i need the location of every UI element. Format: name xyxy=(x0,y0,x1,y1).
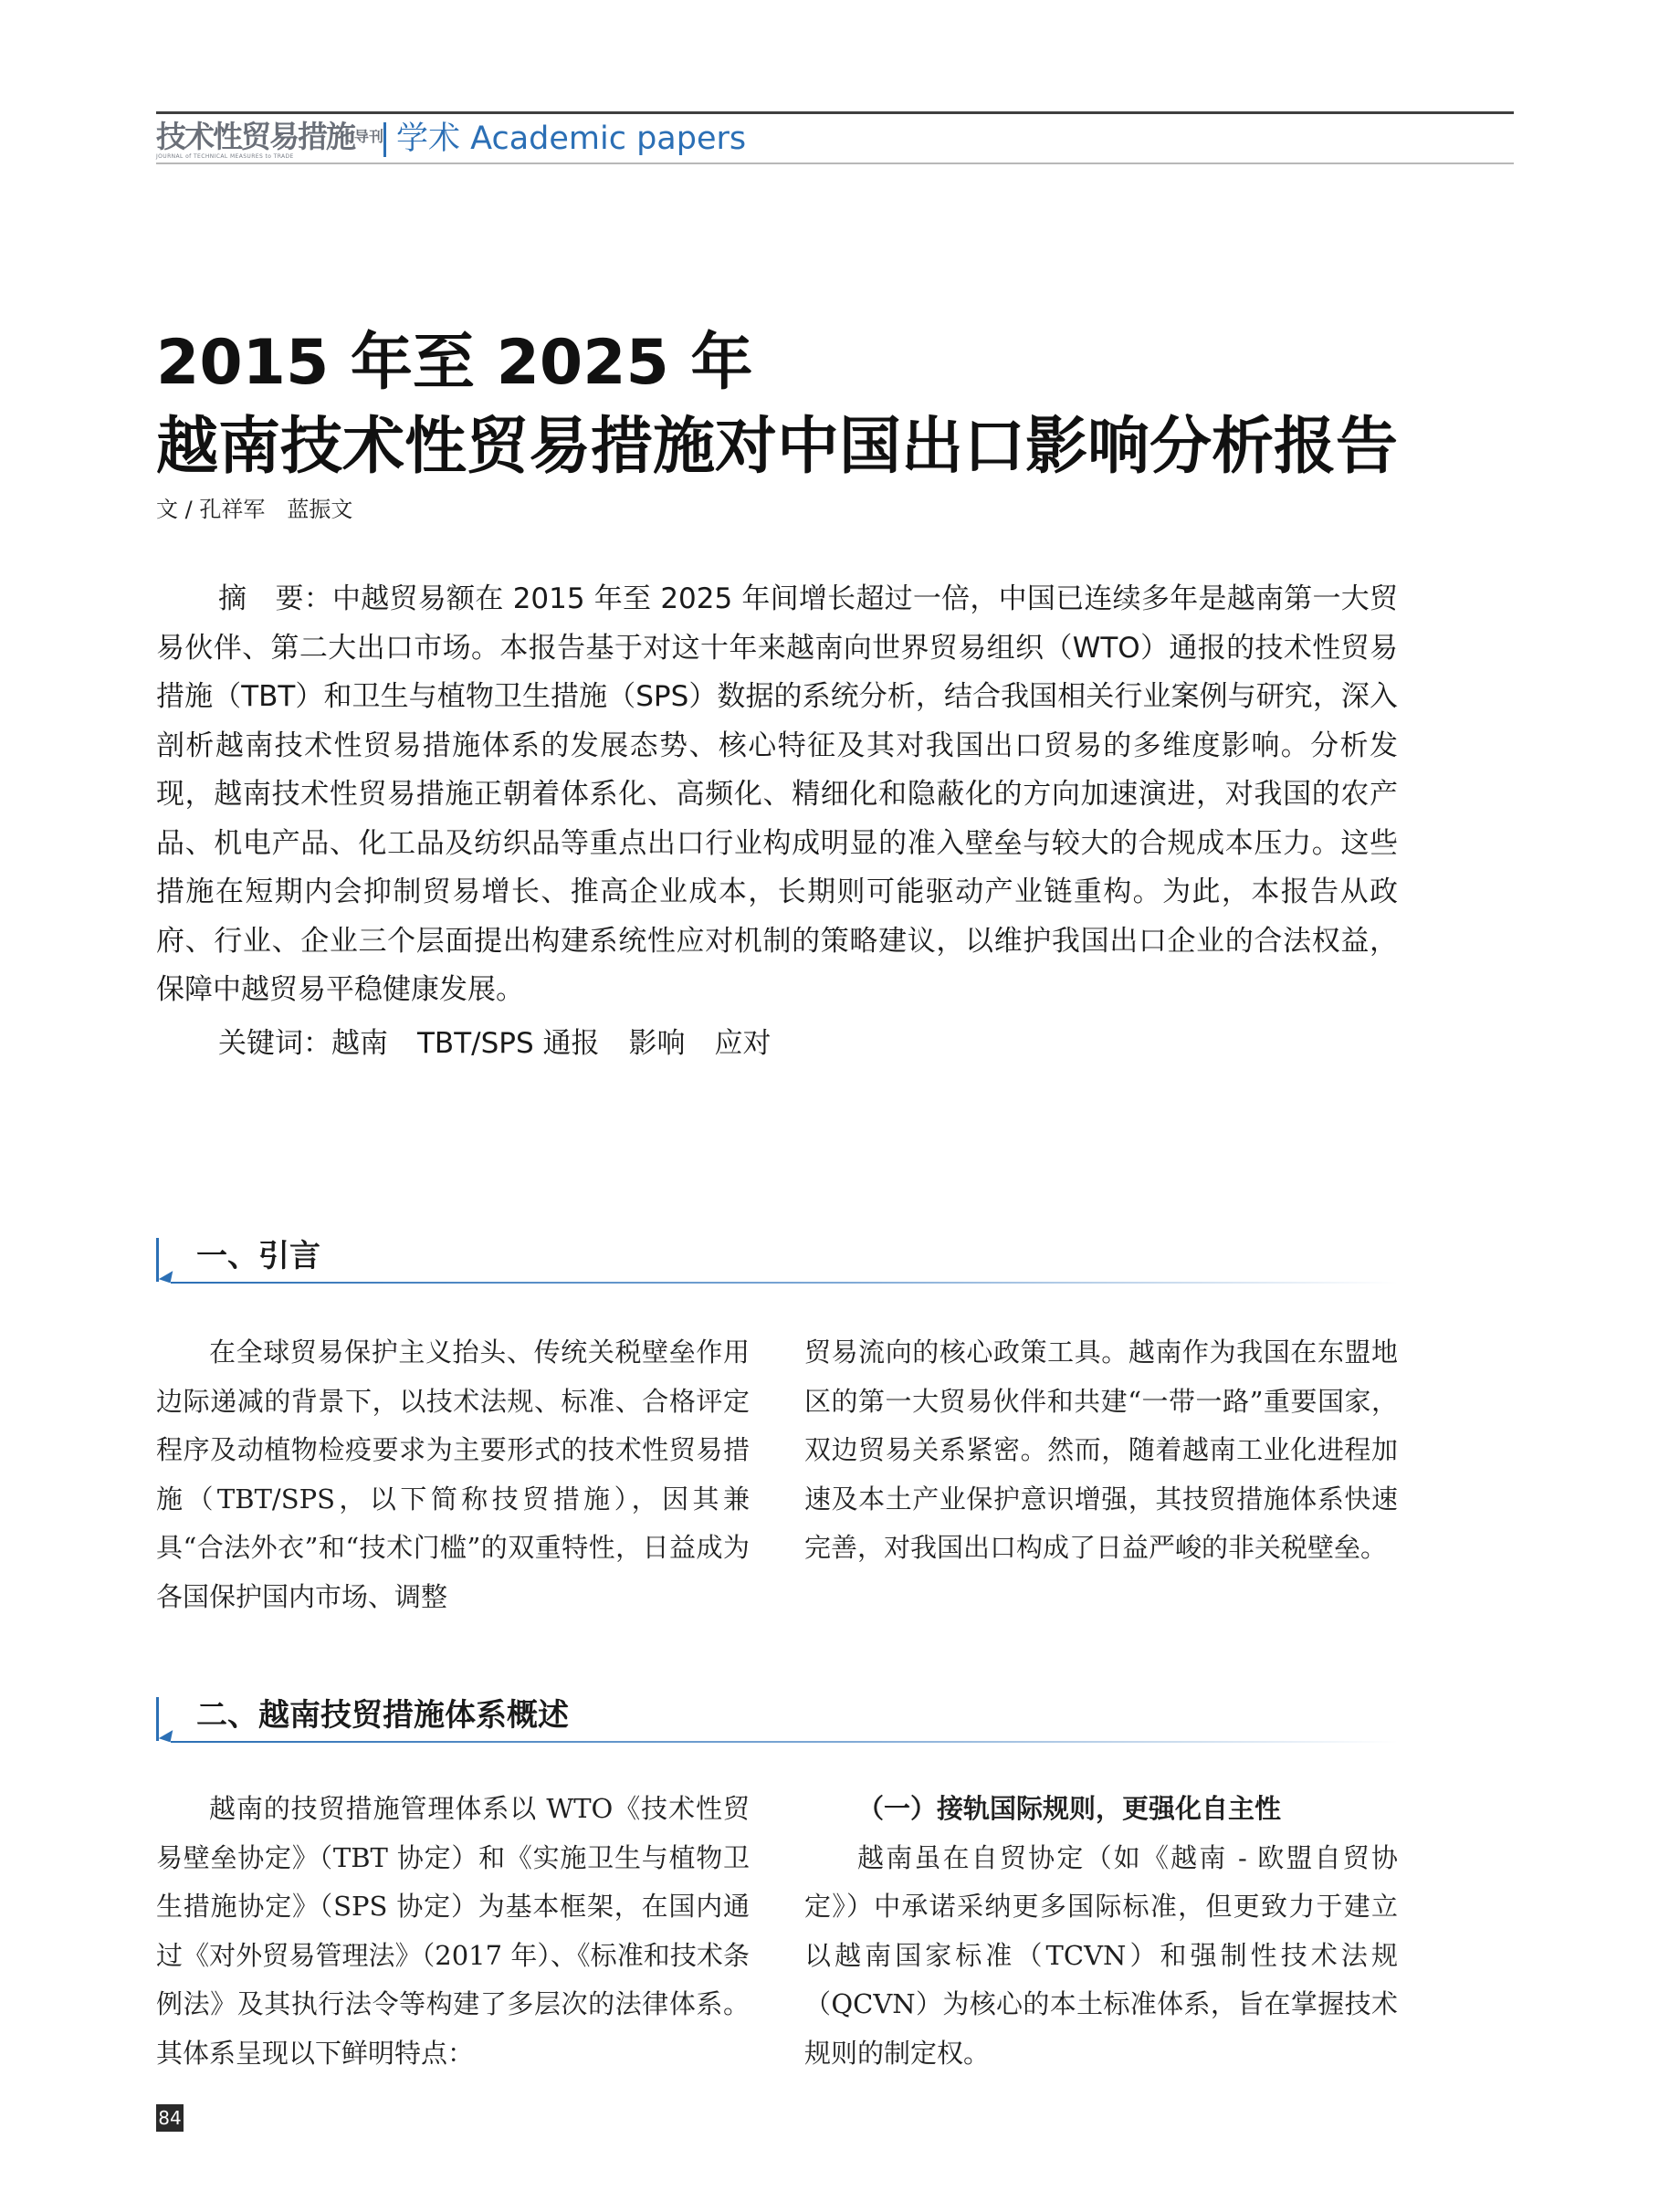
section-heading-overview xyxy=(156,1693,1398,1748)
section-2-left-column xyxy=(156,1785,750,2078)
subsection-heading: （一）接轨国际规则，更强化自主性 xyxy=(857,1793,1282,1824)
journal-logo xyxy=(156,119,384,161)
keyword: 影响 xyxy=(628,1027,686,1060)
header-top-rule xyxy=(156,111,1514,114)
paragraph: 越南的技贸措施管理体系以 WTO《技术性贸易壁垒协定》（TBT 协定）和《实施卫生与植物卫生措施协定》（SPS 协定）为基本框架，在国内通过《对外贸易管理法》（2017 年）、《标准和技术条例法》及其执行法令等构建了多层次的法律体系。其体系呈现以下鲜明特点： xyxy=(156,1793,750,2069)
keywords xyxy=(218,1021,801,1066)
header-bottom-rule xyxy=(156,162,1514,164)
heading-accent-arrow xyxy=(159,1730,178,1746)
paragraph: 越南虽在自贸协定（如《越南 - 欧盟自贸协定》）中承诺采纳更多国际标准，但更致力于建立以越南国家标准（TCVN）和强制性技术法规（QCVN）为核心的本土标准体系，旨在掌握技术规则的制定权。 xyxy=(804,1841,1398,2069)
journal-name: 技术性贸易措施 xyxy=(156,119,354,154)
keyword: 应对 xyxy=(714,1027,772,1060)
section-label: 学术 Academic papers xyxy=(396,121,747,157)
journal-tag: 导刊 xyxy=(354,128,384,145)
title-line-1: 2015 年至 2025 年 xyxy=(156,327,753,399)
paragraph: 在全球贸易保护主义抬头、传统关税壁垒作用边际递减的背景下，以技术法规、标准、合格评定程序及动植物检疫要求为主要形式的技术性贸易措施（TBT/SPS，以下简称技贸措施），因其兼具“合法外衣”和“技术门槛”的双重特性，日益成为各国保护国内市场、调整 xyxy=(156,1337,750,1612)
byline: 文 / 孔祥军 蓝振文 xyxy=(156,497,353,522)
article-title xyxy=(156,321,1526,489)
keywords-label: 关键词： xyxy=(218,1027,331,1060)
paragraph: 贸易流向的核心政策工具。越南作为我国在东盟地区的第一大贸易伙伴和共建“一带一路”重要国家，双边贸易关系紧密。然而，随着越南工业化进程加速及本土产业保护意识增强，其技贸措施体系快速完善，对我国出口构成了日益严峻的非关税壁垒。 xyxy=(804,1337,1398,1563)
header-separator xyxy=(383,122,386,157)
keyword: TBT/SPS 通报 xyxy=(417,1027,600,1060)
section-2-right-column xyxy=(804,1785,1398,2078)
section-1-left-column xyxy=(156,1328,750,1621)
heading-accent-bar xyxy=(156,1238,159,1282)
heading-rule xyxy=(171,1741,1398,1743)
section-1-right-column xyxy=(804,1328,1398,1573)
section-heading-label: 二、越南技贸措施体系概述 xyxy=(196,1697,569,1734)
title-line-2: 越南技术性贸易措施对中国出口影响分析报告 xyxy=(156,411,1399,483)
heading-rule xyxy=(171,1282,1398,1284)
keyword: 越南 xyxy=(331,1027,388,1060)
section-heading-intro xyxy=(156,1234,1398,1289)
page-number: 84 xyxy=(156,2104,184,2132)
heading-accent-arrow xyxy=(159,1271,178,1287)
section-heading-label: 一、引言 xyxy=(196,1238,320,1274)
journal-english-name: JOURNAL of TECHNICAL MEASURES to TRADE xyxy=(156,153,294,160)
heading-accent-bar xyxy=(156,1697,159,1741)
abstract: 摘 要：中越贸易额在 2015 年至 2025 年间增长超过一倍，中国已连续多年是越南第一大贸易伙伴、第二大出口市场。本报告基于对这十年来越南向世界贸易组织（WTO）通报的技术性贸易措施（TBT）和卫生与植物卫生措施（SPS）数据的系统分析，结合我国相关行业案例与研究，深入剖析越南技术性贸易措施体系的发展态势、核心特征及其对我国出口贸易的多维度影响。分析发现，越南技术性贸易措施正朝着体系化、高频化、精细化和隐蔽化的方向加速演进，对我国的农产品、机电产品、化工品及纺织品等重点出口行业构成明显的准入壁垒与较大的合规成本压力。这些措施在短期内会抑制贸易增长、推高企业成本，长期则可能驱动产业链重构。为此，本报告从政府、行业、企业三个层面提出构建系统性应对机制的策略建议，以维护我国出口企业的合法权益，保障中越贸易平稳健康发展。 xyxy=(156,582,1398,1006)
